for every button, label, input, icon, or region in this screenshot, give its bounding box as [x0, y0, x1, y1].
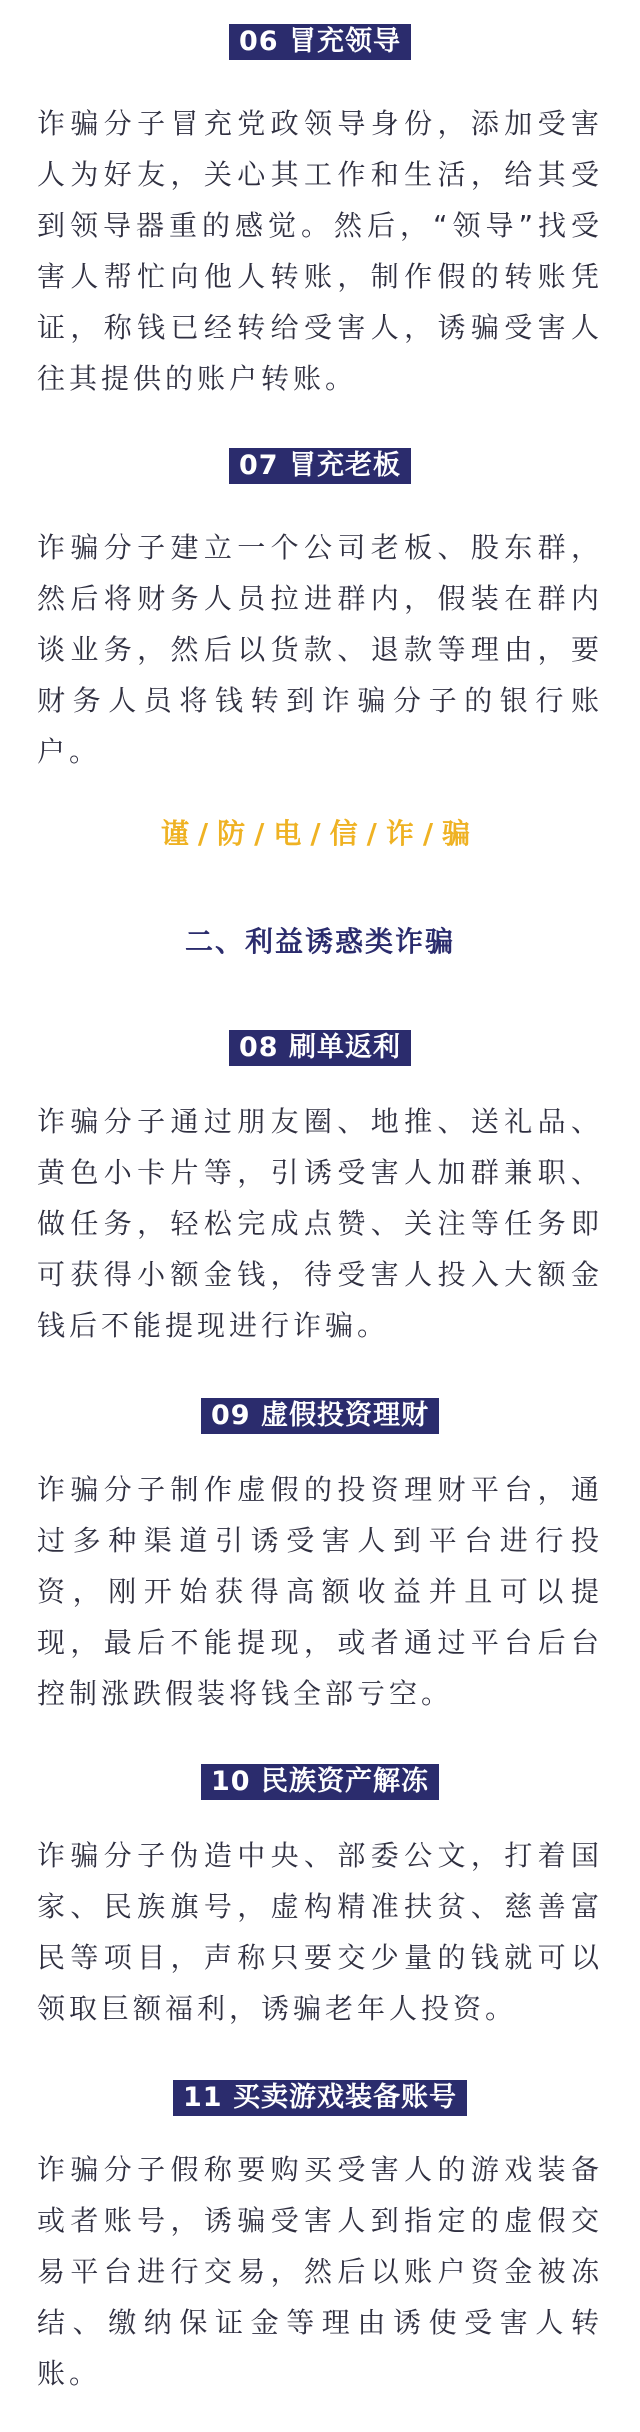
section-tag: 11 买卖游戏装备账号 — [173, 2080, 467, 2116]
section-text: 诈骗分子冒充党政领导身份，添加受害人为好友，关心其工作和生活，给其受到领导器重的感觉。然后，“领导”找受害人帮忙向他人转账，制作假的转账凭证，称钱已经转给受害人，诱骗受害人往其提供的账户转账。 — [37, 107, 603, 395]
section-text: 诈骗分子伪造中央、部委公文，打着国家、民族旗号，虚构精准扶贫、慈善富民等项目，声称只要交少量的钱就可以领取巨额福利，诱骗老年人投资。 — [37, 1839, 603, 2025]
section-06 — [0, 24, 640, 404]
section-tag: 06 冒充领导 — [229, 24, 411, 60]
section-text: 诈骗分子制作虚假的投资理财平台，通过多种渠道引诱受害人到平台进行投资，刚开始获得高额收益并且可以提现，最后不能提现，或者通过平台后台控制涨跌假装将钱全部亏空。 — [37, 1473, 603, 1710]
slogan: 谨/防/电/信/诈/骗 — [160, 817, 480, 850]
section-tag: 10 民族资产解冻 — [201, 1764, 439, 1800]
section-10 — [0, 1764, 640, 2034]
category-heading: 二、利益诱惑类诈骗 — [184, 925, 455, 958]
section-09 — [0, 1398, 640, 1719]
section-tag: 08 刷单返利 — [229, 1030, 411, 1066]
section-text: 诈骗分子假称要购买受害人的游戏装备或者账号，诱骗受害人到指定的虚假交易平台进行交易，然后以账户资金被冻结、缴纳保证金等理由诱使受害人转账。 — [37, 2153, 603, 2390]
section-08 — [0, 1030, 640, 1351]
section-11 — [0, 2080, 640, 2399]
section-text: 诈骗分子通过朋友圈、地推、送礼品、黄色小卡片等，引诱受害人加群兼职、做任务，轻松完成点赞、关注等任务即可获得小额金钱，待受害人投入大额金钱后不能提现进行诈骗。 — [37, 1105, 603, 1342]
section-07 — [0, 448, 640, 777]
section-tag: 09 虚假投资理财 — [201, 1398, 439, 1434]
section-text: 诈骗分子建立一个公司老板、股东群，然后将财务人员拉进群内，假装在群内谈业务，然后以货款、退款等理由，要财务人员将钱转到诈骗分子的银行账户。 — [37, 531, 603, 768]
section-tag: 07 冒充老板 — [229, 448, 411, 484]
